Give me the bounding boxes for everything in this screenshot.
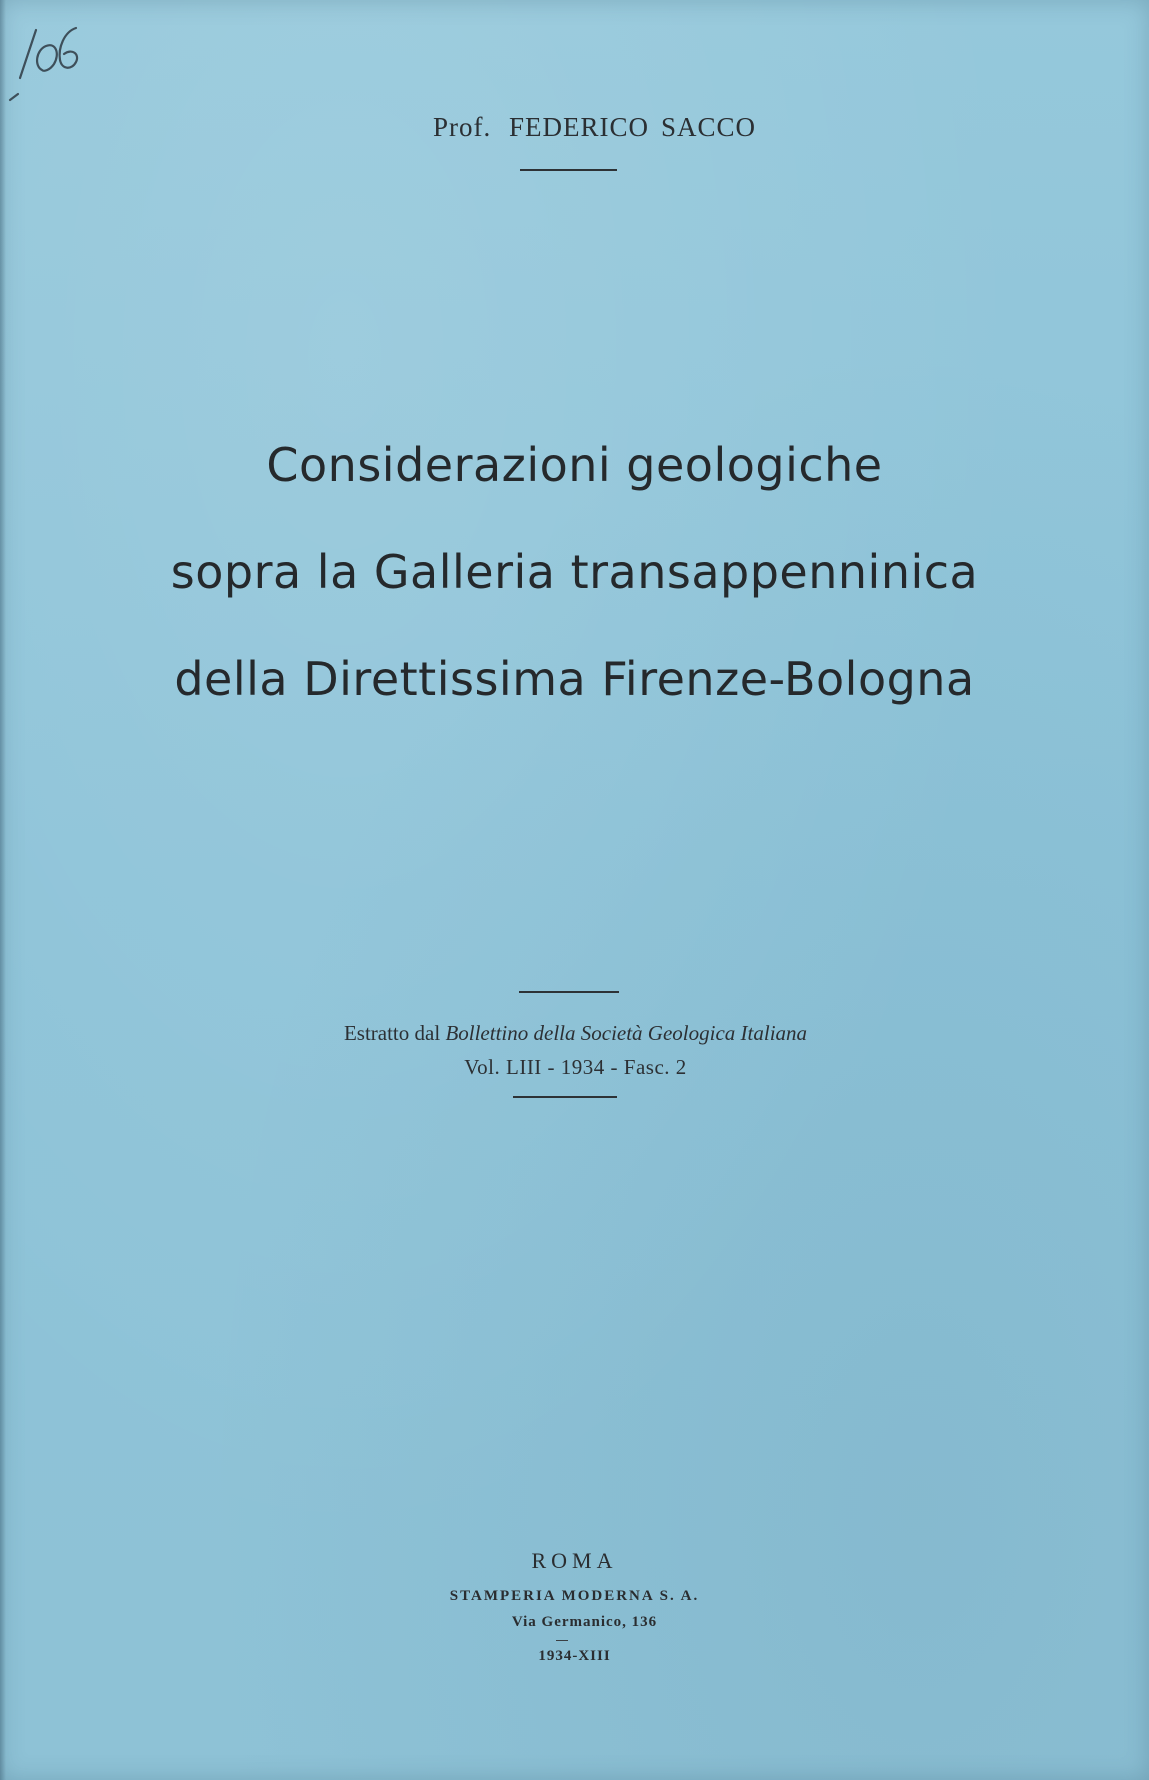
imprint-year: 1934-XIII [538, 1648, 611, 1664]
extract-note [1, 1016, 1149, 1084]
author-underline [520, 169, 617, 171]
paper-edge-shadow [0, 0, 6, 1780]
author-name [509, 112, 756, 142]
author-first-name: FEDERICO [508, 112, 649, 142]
imprint-city: ROMA [531, 1548, 618, 1573]
extract-top-rule [519, 991, 619, 993]
journal-name: Bollettino della Società Geologica Italiana [445, 1021, 808, 1045]
imprint-address: Via Germanico, 136 [511, 1614, 658, 1630]
author-last-name: SACCO [660, 112, 757, 142]
volume-line: Vol. LIII - 1934 - Fasc. 2 [464, 1055, 687, 1079]
document-title [0, 412, 1149, 733]
title-line-2: sopra la Galleria transappenninica [170, 545, 979, 599]
author-title: Prof. [432, 112, 492, 142]
extract-prefix: Estratto dal [343, 1021, 441, 1045]
extract-bottom-rule [513, 1096, 617, 1098]
title-line-1: Considerazioni geologiche [266, 438, 883, 492]
imprint-printer: STAMPERIA MODERNA S. A. [449, 1588, 700, 1604]
author-line [20, 112, 1149, 143]
imprint-divider [556, 1640, 568, 1641]
handwritten-number-annotation [6, 8, 96, 108]
title-line-3: della Direttissima Firenze-Bologna [174, 652, 975, 706]
extract-source-line [1, 1016, 1149, 1050]
